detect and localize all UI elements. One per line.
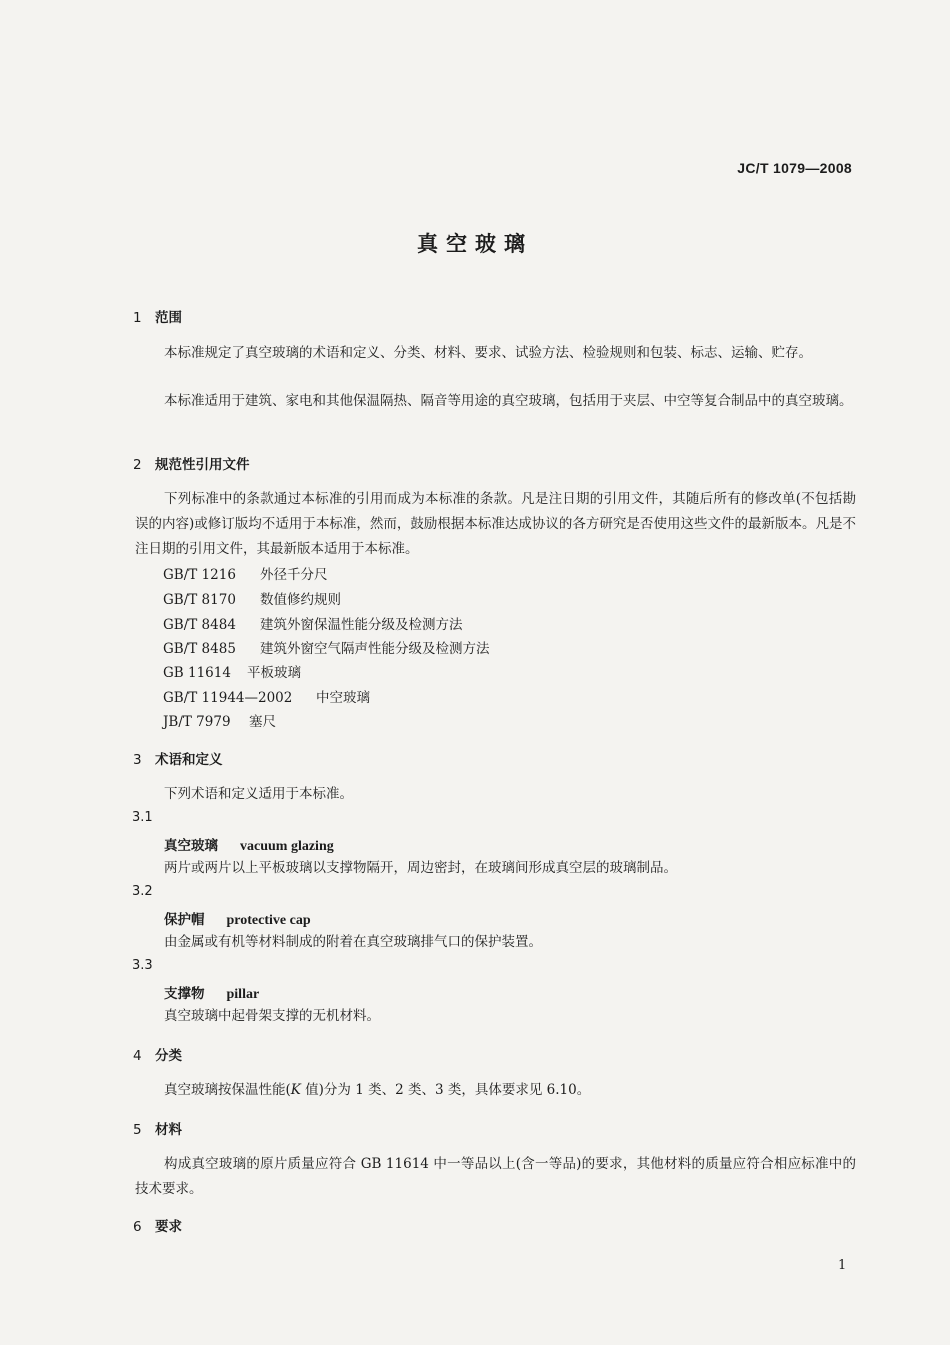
term-chinese: 保护帽 — [164, 912, 205, 928]
section-1-paragraph-1: 本标准规定了真空玻璃的术语和定义、分类、材料、要求、试验方法、检验规则和包装、标志、运输、贮存。 — [164, 345, 812, 361]
section-2-paragraph: 下列标准中的条款通过本标准的引用而成为本标准的条款。凡是注日期的引用文件，其随后所有的修改单(不包括勘误的内容)或修订版均不适用于本标准，然而，鼓励根据本标准达成协议的各方研究是否使用这些文件的最新版本。凡是不注日期的引用文件，其最新版本适用于本标准。 — [135, 491, 856, 557]
section-4-text-post: 值)分为 1 类、2 类、3 类，具体要求见 6.10。 — [300, 1082, 591, 1098]
reference-name: 建筑外窗空气隔声性能分级及检测方法 — [260, 641, 490, 657]
reference-code: JB/T 7979 — [163, 714, 231, 730]
term-chinese: 支撑物 — [164, 986, 205, 1002]
term-heading — [164, 908, 311, 929]
section-3-heading — [133, 748, 223, 768]
term-english: pillar — [226, 987, 260, 1002]
term-definition: 两片或两片以上平板玻璃以支撑物隔开，周边密封，在玻璃间形成真空层的玻璃制品。 — [164, 860, 677, 876]
reference-code: GB/T 8170 — [163, 592, 236, 608]
section-3-number: 3 — [133, 752, 142, 768]
section-4-number: 4 — [133, 1048, 142, 1064]
reference-code: GB/T 8484 — [163, 617, 236, 633]
section-3-title: 术语和定义 — [155, 752, 223, 768]
term-chinese: 真空玻璃 — [164, 838, 218, 854]
section-1-title: 范围 — [155, 310, 182, 326]
section-6-title: 要求 — [155, 1219, 182, 1235]
section-5-number: 5 — [133, 1122, 142, 1138]
term-english: vacuum glazing — [240, 839, 334, 854]
reference-item — [163, 563, 328, 583]
reference-item — [163, 588, 341, 608]
section-1-heading — [133, 306, 182, 326]
standard-code: JC/T 1079—2008 — [737, 160, 852, 176]
term-definition: 真空玻璃中起骨架支撑的无机材料。 — [164, 1008, 380, 1024]
reference-name: 外径千分尺 — [260, 567, 328, 583]
k-value-variable: K — [290, 1082, 301, 1098]
reference-item — [163, 710, 276, 730]
reference-item — [163, 613, 463, 633]
subsection-number: 3.2 — [132, 884, 153, 899]
section-6-heading — [133, 1215, 182, 1235]
page-number: 1 — [838, 1258, 847, 1273]
term-heading — [164, 982, 259, 1003]
section-4-title: 分类 — [155, 1048, 182, 1064]
term-heading — [164, 834, 334, 855]
term-definition: 由金属或有机等材料制成的附着在真空玻璃排气口的保护装置。 — [164, 934, 542, 950]
section-2-number: 2 — [133, 457, 142, 473]
reference-name: 中空玻璃 — [316, 690, 370, 706]
section-5-heading — [133, 1118, 182, 1138]
reference-code: GB/T 1216 — [163, 567, 236, 583]
reference-name: 建筑外窗保温性能分级及检测方法 — [260, 617, 463, 633]
reference-code: GB/T 11944—2002 — [163, 690, 293, 706]
section-4-paragraph — [164, 1078, 590, 1103]
section-6-number: 6 — [133, 1219, 142, 1235]
reference-item — [163, 686, 370, 706]
section-1-number: 1 — [133, 310, 142, 326]
term-english: protective cap — [226, 913, 311, 928]
reference-item — [163, 661, 301, 681]
section-5-paragraph: 构成真空玻璃的原片质量应符合 GB 11614 中一等品以上(含一等品)的要求，其他材料的质量应符合相应标准中的技术要求。 — [135, 1156, 856, 1197]
document-title: 真空玻璃 — [417, 232, 533, 256]
section-3-paragraph: 下列术语和定义适用于本标准。 — [164, 786, 353, 802]
reference-name: 塞尺 — [249, 714, 276, 730]
reference-name: 数值修约规则 — [260, 592, 341, 608]
reference-name: 平板玻璃 — [247, 665, 301, 681]
subsection-number: 3.3 — [132, 958, 153, 973]
section-4-heading — [133, 1044, 182, 1064]
reference-code: GB/T 8485 — [163, 641, 236, 657]
reference-code: GB 11614 — [163, 665, 231, 681]
section-2-title: 规范性引用文件 — [155, 457, 250, 473]
section-5-title: 材料 — [155, 1122, 182, 1138]
section-4-text-pre: 真空玻璃按保温性能( — [164, 1082, 291, 1098]
subsection-number: 3.1 — [132, 810, 153, 825]
reference-item — [163, 637, 490, 657]
section-1-paragraph-2: 本标准适用于建筑、家电和其他保温隔热、隔音等用途的真空玻璃，包括用于夹层、中空等复合制品中的真空玻璃。 — [164, 393, 853, 409]
section-2-heading — [133, 453, 250, 473]
